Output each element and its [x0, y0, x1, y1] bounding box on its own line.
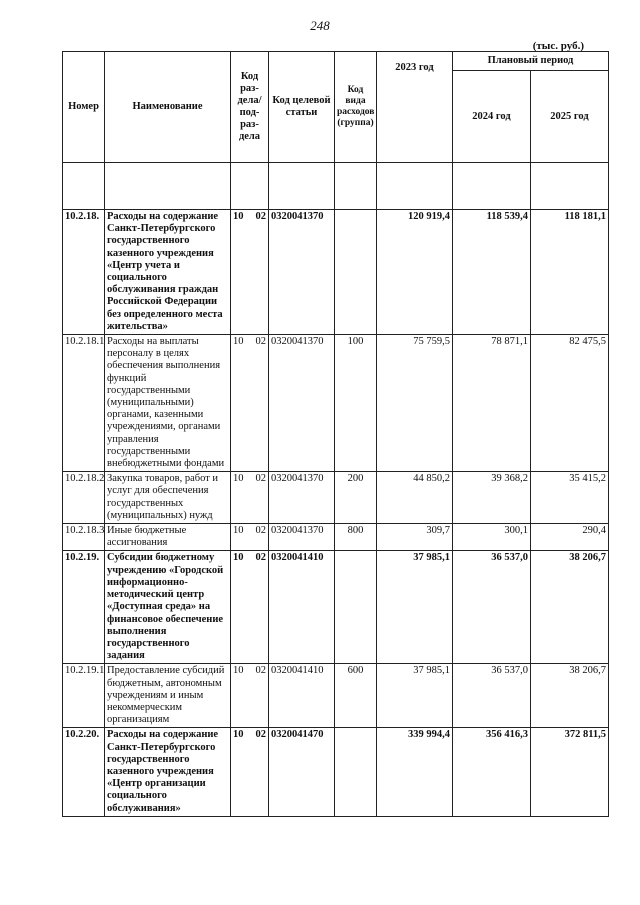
section-code: 10: [233, 473, 244, 485]
row-name: Субсидии бюджетному учреждению «Городской информационно-методический центр «Доступная среда» на финансовое обеспечение выполнения государственного задания: [105, 551, 231, 664]
col-2023-header: 2023 год: [377, 52, 453, 163]
table-body: [63, 163, 609, 817]
row-section-code: [231, 551, 269, 664]
row-number: 10.2.19.1: [63, 664, 105, 728]
row-value-2023: 44 850,2: [377, 472, 453, 524]
row-value-2024: 78 871,1: [453, 335, 531, 472]
row-value-2024: 36 537,0: [453, 551, 531, 664]
col-number-header: Номер: [63, 52, 105, 163]
section-code: 10: [233, 665, 244, 677]
subsection-code: 02: [255, 729, 266, 741]
col-target-header: Код целевой статьи: [269, 52, 335, 163]
row-value-2024: 39 368,2: [453, 472, 531, 524]
col-2024-header: 2024 год: [453, 71, 531, 163]
row-value-2024: 300,1: [453, 524, 531, 551]
row-number: 10.2.18.3: [63, 524, 105, 551]
row-name: Предоставление субсидий бюджетным, автономным учреждениям и иным некоммерческим организациям: [105, 664, 231, 728]
row-value-2025: 82 475,5: [531, 335, 609, 472]
subsection-code: 02: [255, 552, 266, 564]
row-value-2023: 37 985,1: [377, 664, 453, 728]
row-target-code: 0320041370: [269, 335, 335, 472]
row-name: Расходы на содержание Санкт-Петербургского государственного казенного учреждения «Центр учета и социального обслуживания граждан Российской Федерации без определенного места жительства»: [105, 210, 231, 335]
row-name: Расходы на выплаты персоналу в целях обеспечения выполнения функций государственными (муниципальными) органами, казенными учреждениями, органами управления государственными внебюджетными фондами: [105, 335, 231, 472]
section-code: 10: [233, 211, 244, 222]
table-row: [63, 210, 609, 335]
row-value-2023: 37 985,1: [377, 551, 453, 664]
col-section-header: Код раз-дела/ под-раз-дела: [231, 52, 269, 163]
row-target-code: 0320041370: [269, 472, 335, 524]
subsection-code: 02: [255, 336, 266, 348]
row-section-code: [231, 335, 269, 472]
row-number: 10.2.20.: [63, 728, 105, 816]
table-row: [63, 664, 609, 728]
row-value-2024: 118 539,4: [453, 210, 531, 335]
units-label: (тыс. руб.): [532, 40, 584, 52]
row-section-code: [231, 472, 269, 524]
row-value-2023: 339 994,4: [377, 728, 453, 816]
row-expense-type: [335, 728, 377, 816]
table-row: [63, 728, 609, 816]
row-target-code: 0320041370: [269, 210, 335, 335]
table-header: [63, 52, 609, 163]
row-number: 10.2.18.1: [63, 335, 105, 472]
row-section-code: [231, 728, 269, 816]
row-number: 10.2.19.: [63, 551, 105, 664]
row-section-code: [231, 664, 269, 728]
section-code: 10: [233, 525, 244, 537]
table-row: [63, 524, 609, 551]
section-code: 10: [233, 336, 244, 348]
row-value-2025: 38 206,7: [531, 664, 609, 728]
col-expense-type-header: Код вида расходов (группа): [335, 52, 377, 163]
subsection-code: 02: [255, 473, 266, 485]
row-expense-type: 200: [335, 472, 377, 524]
row-name: Иные бюджетные ассигнования: [105, 524, 231, 551]
table-row: [63, 335, 609, 472]
row-value-2024: 356 416,3: [453, 728, 531, 816]
section-code: 10: [233, 552, 244, 564]
subsection-code: 02: [255, 525, 266, 537]
row-value-2025: 38 206,7: [531, 551, 609, 664]
budget-table: [62, 51, 609, 817]
row-expense-type: [335, 551, 377, 664]
row-section-code: [231, 524, 269, 551]
row-value-2025: 118 181,1: [531, 210, 609, 335]
page-number: 248: [310, 18, 330, 33]
row-expense-type: 600: [335, 664, 377, 728]
row-value-2023: 75 759,5: [377, 335, 453, 472]
row-value-2025: 290,4: [531, 524, 609, 551]
row-expense-type: 800: [335, 524, 377, 551]
row-expense-type: [335, 210, 377, 335]
table-row: [63, 472, 609, 524]
col-name-header: Наименование: [105, 52, 231, 163]
planning-period-header: Плановый период: [453, 52, 609, 71]
row-name: Закупка товаров, работ и услуг для обеспечения государственных (муниципальных) нужд: [105, 472, 231, 524]
row-value-2025: 372 811,5: [531, 728, 609, 816]
table-row: [63, 551, 609, 664]
row-target-code: 0320041470: [269, 728, 335, 816]
row-target-code: 0320041410: [269, 551, 335, 664]
row-expense-type: 100: [335, 335, 377, 472]
spacer-row: [63, 163, 609, 210]
row-number: 10.2.18.: [63, 210, 105, 335]
row-target-code: 0320041370: [269, 524, 335, 551]
row-value-2023: 309,7: [377, 524, 453, 551]
col-2025-header: 2025 год: [531, 71, 609, 163]
row-section-code: [231, 210, 269, 335]
row-value-2023: 120 919,4: [377, 210, 453, 335]
subsection-code: 02: [255, 665, 266, 677]
row-value-2025: 35 415,2: [531, 472, 609, 524]
section-code: 10: [233, 729, 244, 741]
row-target-code: 0320041410: [269, 664, 335, 728]
row-value-2024: 36 537,0: [453, 664, 531, 728]
row-number: 10.2.18.2: [63, 472, 105, 524]
row-name: Расходы на содержание Санкт-Петербургского государственного казенного учреждения «Центр организации социального обслуживания»: [105, 728, 231, 816]
subsection-code: 02: [255, 211, 266, 222]
